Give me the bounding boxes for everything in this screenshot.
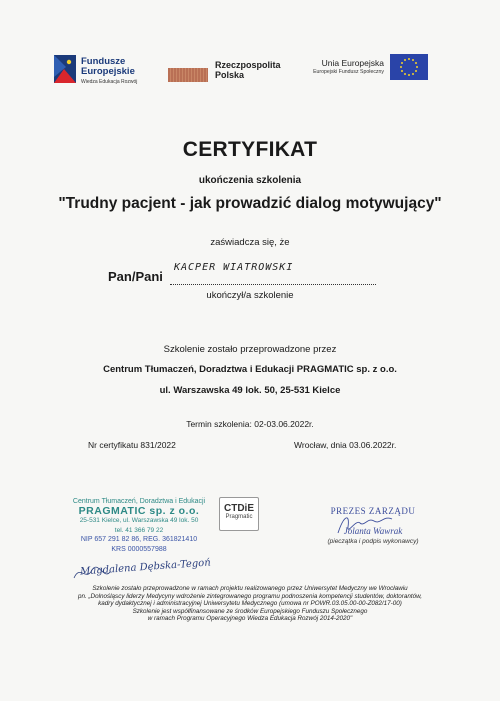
signature-left-text: Magdalena Dębska-Tegoń <box>79 557 212 578</box>
ue-line1: Unia Europejska <box>321 58 384 68</box>
unia-europejska-logo <box>298 54 428 88</box>
rzeczpospolita-polska-logo <box>168 58 288 88</box>
funding-footer <box>40 585 460 623</box>
footer-line: Szkolenie zostało przeprowadzone w ramach projektu realizowanego przez Uniwersytet Medyczny we Wrocławiu <box>92 585 408 592</box>
fe-line2: Europejskie <box>81 66 135 77</box>
stamp-line1: Centrum Tłumaczeń, Doradztwa i Edukacji <box>72 498 206 505</box>
stamp-line2: PRAGMATIC sp. z o.o. <box>78 504 200 517</box>
company-address: ul. Warszawska 49 lok. 50, 25-531 Kielce <box>159 385 341 396</box>
certifies-text: zaświadcza się, że <box>210 237 290 248</box>
training-dates: Termin szkolenia: 02-03.06.2022r. <box>186 419 314 429</box>
rp-line1: Rzeczpospolita <box>215 60 281 70</box>
footer-line: kadry dydaktycznej i administracyjnej Uniwersytetu Medycznego (umowa nr POWR.03.05.00-00-Z082/17-00) <box>98 600 402 608</box>
fe-emblem-icon <box>54 55 76 83</box>
recipient-name: KACPER WIATROWSKI <box>174 262 294 273</box>
ctdie-line1: CTDiE <box>224 503 254 514</box>
stamp-line4: tel. 41 366 79 22 <box>114 526 164 534</box>
stamp-caption: (pieczątka i podpis wykonawcy) <box>327 538 419 545</box>
stamp-line6: KRS 0000557988 <box>111 545 167 553</box>
name-dotted-line <box>170 274 376 285</box>
name-label: Pan/Pani <box>108 269 163 284</box>
company-stamp <box>72 497 206 554</box>
certificate-number: Nr certyfikatu 831/2022 <box>88 440 176 450</box>
rp-line2: Polska <box>215 70 245 80</box>
completed-text: ukończył/a szkolenie <box>206 290 294 301</box>
certificate-subtitle: ukończenia szkolenia <box>198 175 302 186</box>
stamp-line5: NIP 657 291 82 86, REG. 361821410 <box>80 536 198 543</box>
place-and-date: Wrocław, dnia 03.06.2022r. <box>294 440 397 450</box>
footer-line: Szkolenie jest współfinansowane ze środków Europejskiego Funduszu Społecznego <box>132 607 368 615</box>
fe-line3: Wiedza Edukacja Rozwój <box>81 79 138 85</box>
footer-line: pn. „Dolnośląscy liderzy Medycyny wdrożenie zintegrowanego programu podnoszenia kompetencji studentów, doktorantów, <box>77 592 423 600</box>
conducted-by-text: Szkolenie zostało przeprowadzone przez <box>163 344 337 355</box>
company-name: Centrum Tłumaczeń, Doradztwa i Edukacji PRAGMATIC sp. z o.o. <box>103 364 397 375</box>
course-title: "Trudny pacjent - jak prowadzić dialog motywujący" <box>58 195 442 212</box>
eu-flag-icon <box>390 54 428 80</box>
stamp-line3: 25-531 Kielce, ul. Warszawska 49 lok. 50 <box>79 517 199 524</box>
footer-line: w ramach Programu Operacyjnego Wiedza Edukacja Rozwój 2014-2020" <box>147 615 353 623</box>
president-signature-icon <box>330 509 410 539</box>
ue-line2: Europejski Fundusz Społeczny <box>313 69 384 75</box>
recipient-name-row <box>108 262 408 286</box>
fe-line1: Fundusze <box>81 56 126 67</box>
certificate-title: CERTYFIKAT <box>182 138 318 161</box>
poland-flag-icon <box>168 68 208 82</box>
president-title: PREZES ZARZĄDU <box>330 506 416 516</box>
ctdie-logo <box>219 497 259 531</box>
ctdie-line2: Pragmatic <box>225 514 253 520</box>
fundusze-europejskie-logo <box>54 55 174 89</box>
president-name: Jolanta Wawrak <box>343 526 403 536</box>
